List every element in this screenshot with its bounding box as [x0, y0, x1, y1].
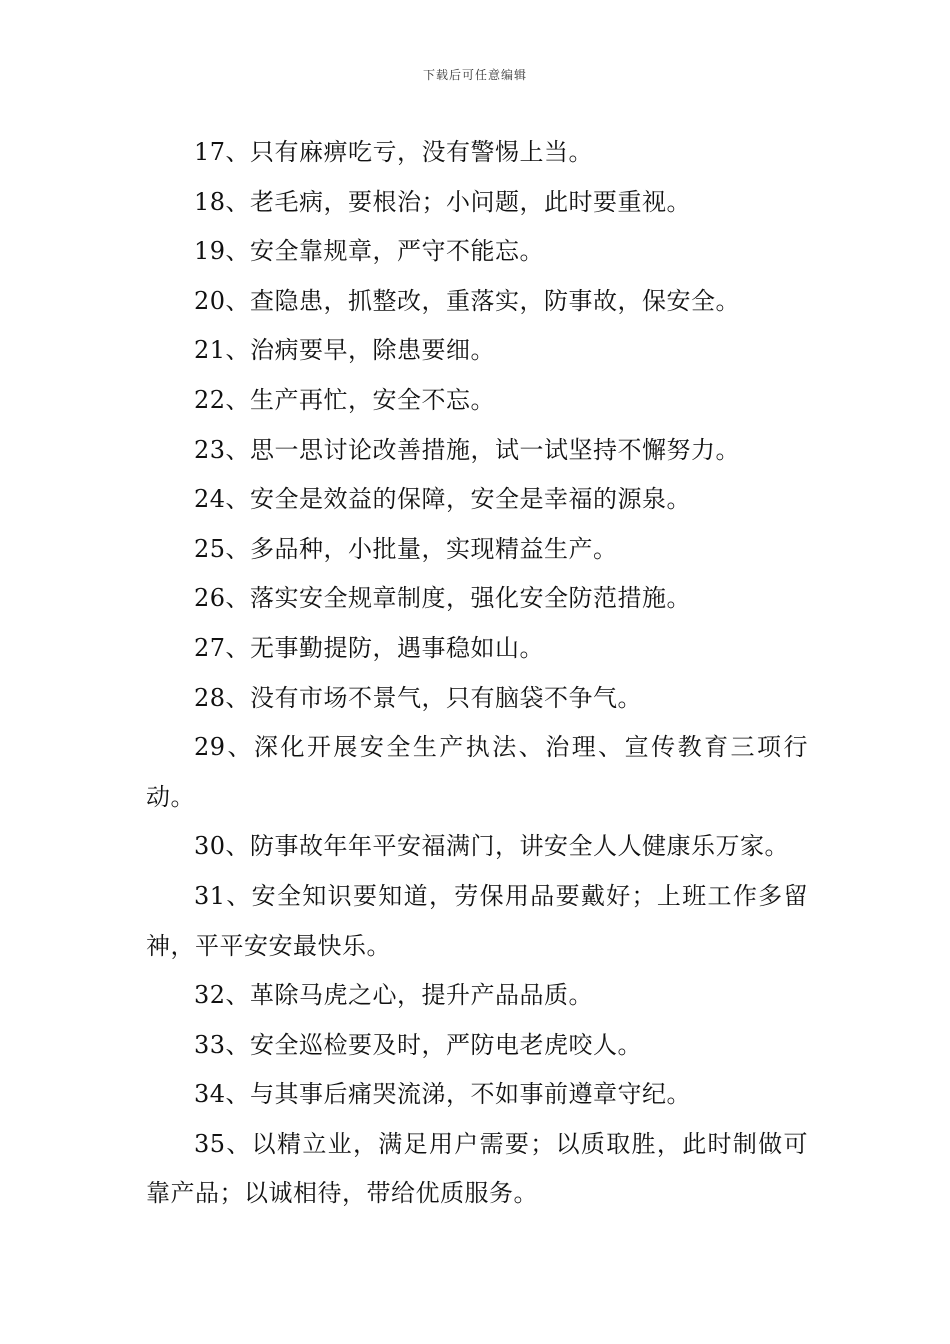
list-item: 26、落实安全规章制度，强化安全防范措施。	[194, 584, 692, 613]
list-item: 20、查隐患，抓整改，重落实，防事故，保安全。	[194, 286, 741, 315]
list-item: 27、无事勤提防，遇事稳如山。	[194, 633, 545, 662]
list-item: 22、生产再忙，安全不忘。	[194, 385, 496, 414]
list-item: 25、多品种，小批量，实现精益生产。	[194, 534, 618, 563]
list-item: 34、与其事后痛哭流涕，不如事前遵章守纪。	[194, 1080, 692, 1109]
list-item: 33、安全巡检要及时，严防电老虎咬人。	[194, 1030, 643, 1059]
list-item: 21、治病要早，除患要细。	[194, 336, 496, 365]
list-item: 35、以精立业，满足用户需要；以质取胜，此时制做可靠产品；以诚相待，带给优质服务。	[146, 1129, 808, 1208]
list-item: 19、安全靠规章，严守不能忘。	[194, 237, 545, 266]
list-item: 24、安全是效益的保障，安全是幸福的源泉。	[194, 485, 692, 514]
list-item: 18、老毛病，要根治；小问题，此时要重视。	[194, 187, 692, 216]
page-header-note: 下载后可任意编辑	[422, 68, 527, 82]
list-item: 32、革除马虎之心，提升产品品质。	[194, 981, 594, 1010]
list-item: 31、安全知识要知道，劳保用品要戴好；上班工作多留神，平平安安最快乐。	[146, 881, 808, 960]
list-item: 29、深化开展安全生产执法、治理、宣传教育三项行动。	[146, 733, 808, 811]
list-item: 23、思一思讨论改善措施，试一试坚持不懈努力。	[194, 435, 741, 464]
list-item: 17、只有麻痹吃亏，没有警惕上当。	[194, 138, 594, 166]
slogan-list	[146, 128, 808, 1219]
list-item: 30、防事故年年平安福满门，讲安全人人健康乐万家。	[194, 832, 790, 861]
list-item: 28、没有市场不景气，只有脑袋不争气。	[194, 683, 643, 712]
